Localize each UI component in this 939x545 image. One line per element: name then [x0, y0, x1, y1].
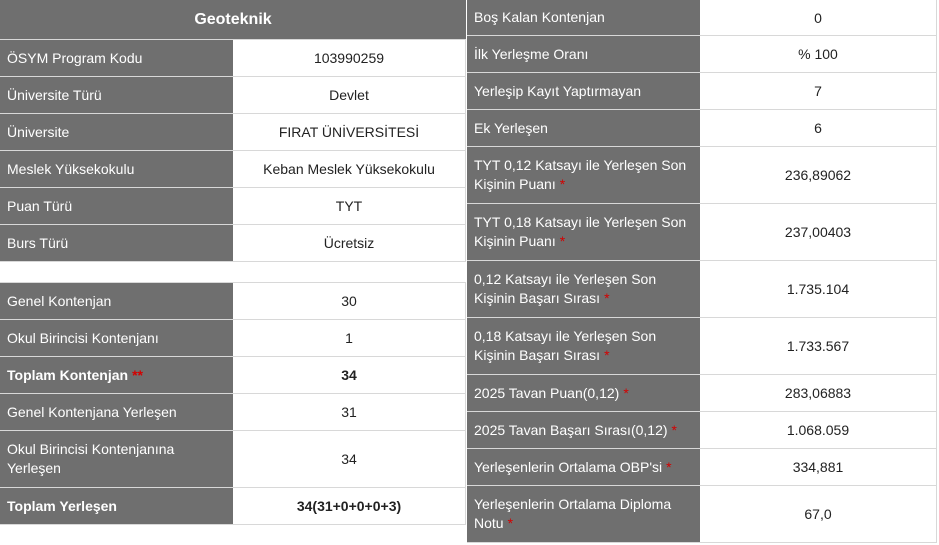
row-value: 1.735.104 — [700, 261, 937, 317]
row-value: % 100 — [700, 36, 937, 72]
row-label — [467, 375, 700, 411]
table-row — [0, 151, 466, 188]
row-label-text: 0,12 Katsayı ile Yerleşen Son Kişinin Başarı Sırası — [474, 271, 657, 306]
table-row — [0, 77, 466, 114]
row-label — [0, 357, 233, 393]
row-value: TYT — [233, 188, 466, 224]
table-row — [0, 488, 466, 525]
row-label — [467, 449, 700, 485]
row-value: 237,00403 — [700, 204, 937, 260]
row-label-text: Toplam Kontenjan — [7, 366, 129, 383]
row-label: Puan Türü — [0, 188, 233, 224]
row-label — [467, 318, 700, 374]
row-label-text: Yerleşenlerin Ortalama OBP'si — [474, 458, 663, 475]
row-value: 7 — [700, 73, 937, 109]
row-label-text: TYT 0,18 Katsayı ile Yerleşen Son Kişinin Puanı — [474, 214, 687, 249]
row-label: Üniversite — [0, 114, 233, 150]
row-value: Ücretsiz — [233, 225, 466, 261]
row-value: 283,06883 — [700, 375, 937, 411]
row-label: Meslek Yüksekokulu — [0, 151, 233, 187]
table-row — [467, 375, 937, 412]
table-row — [0, 320, 466, 357]
program-summary-table — [0, 0, 466, 525]
table-row — [0, 431, 466, 488]
row-label-text: 2025 Tavan Başarı Sırası(0,12) — [474, 421, 668, 438]
placement-stats-table — [467, 0, 937, 543]
row-label: Üniversite Türü — [0, 77, 233, 113]
footnote-marker: * — [666, 458, 672, 475]
row-label: ÖSYM Program Kodu — [0, 40, 233, 76]
row-value: 103990259 — [233, 40, 466, 76]
row-value: 31 — [233, 394, 466, 430]
row-label — [467, 261, 700, 317]
row-value: FIRAT ÜNİVERSİTESİ — [233, 114, 466, 150]
table-row — [467, 412, 937, 449]
footnote-marker: * — [671, 421, 677, 438]
row-label-text: Yerleşenlerin Ortalama Diploma Notu — [474, 496, 672, 531]
row-value: Devlet — [233, 77, 466, 113]
row-label-text: TYT 0,12 Katsayı ile Yerleşen Son Kişinin Puanı — [474, 157, 687, 192]
row-label: Yerleşip Kayıt Yaptırmayan — [467, 73, 700, 109]
row-value: 67,0 — [700, 486, 937, 542]
row-label: Toplam Yerleşen — [0, 488, 233, 524]
row-label: İlk Yerleşme Oranı — [467, 36, 700, 72]
row-value: 1.068.059 — [700, 412, 937, 448]
table-row — [467, 110, 937, 147]
row-value: 34 — [233, 357, 466, 393]
program-title: Geoteknik — [0, 0, 466, 40]
row-value: 1.733.567 — [700, 318, 937, 374]
row-value: 0 — [700, 0, 937, 35]
table-row — [0, 357, 466, 394]
row-value: 1 — [233, 320, 466, 356]
footnote-marker: * — [507, 515, 514, 531]
row-label — [467, 412, 700, 448]
row-label — [467, 486, 700, 542]
row-value: Keban Meslek Yüksekokulu — [233, 151, 466, 187]
table-row — [0, 283, 466, 320]
row-label-text: 2025 Tavan Puan(0,12) — [474, 384, 620, 401]
table-row — [0, 225, 466, 262]
table-row — [467, 318, 937, 375]
table-row — [467, 449, 937, 486]
table-row — [0, 188, 466, 225]
row-label: Burs Türü — [0, 225, 233, 261]
row-label-text: 0,18 Katsayı ile Yerleşen Son Kişinin Başarı Sırası — [474, 328, 657, 363]
row-label: Okul Birincisi Kontenjanına Yerleşen — [0, 431, 233, 487]
row-label: Genel Kontenjana Yerleşen — [0, 394, 233, 430]
footnote-marker: * — [623, 384, 629, 401]
section-spacer — [0, 262, 466, 283]
footnote-marker: * — [604, 290, 610, 306]
row-label: Genel Kontenjan — [0, 283, 233, 319]
table-row — [467, 204, 937, 261]
row-label — [467, 147, 700, 203]
footnote-marker: * — [559, 233, 566, 249]
row-value: 334,881 — [700, 449, 937, 485]
footnote-marker: * — [604, 347, 610, 363]
row-value: 6 — [700, 110, 937, 146]
row-value: 236,89062 — [700, 147, 937, 203]
row-label — [467, 204, 700, 260]
table-row — [467, 486, 937, 543]
row-label: Boş Kalan Kontenjan — [467, 0, 700, 35]
footnote-marker: * — [559, 176, 566, 192]
table-row — [467, 261, 937, 318]
table-row — [467, 36, 937, 73]
table-row — [0, 114, 466, 151]
row-label: Okul Birincisi Kontenjanı — [0, 320, 233, 356]
row-value: 34(31+0+0+0+3) — [233, 488, 466, 524]
table-row — [467, 73, 937, 110]
row-value: 30 — [233, 283, 466, 319]
table-row — [0, 394, 466, 431]
row-label: Ek Yerleşen — [467, 110, 700, 146]
row-value: 34 — [233, 431, 466, 487]
table-row — [467, 0, 937, 36]
footnote-marker: ** — [132, 366, 143, 383]
table-row — [0, 40, 466, 77]
table-row — [467, 147, 937, 204]
